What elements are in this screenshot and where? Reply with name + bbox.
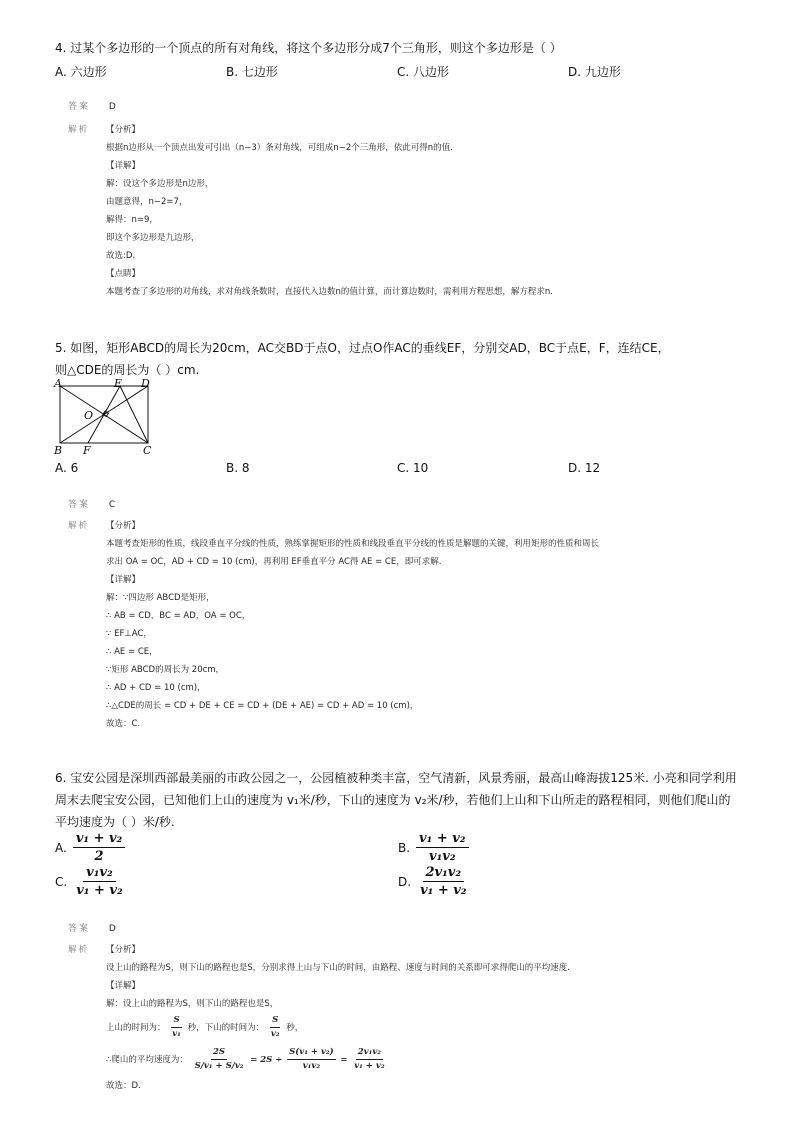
label-a: A (54, 378, 62, 390)
solution-line: 本题考查矩形的性质，线段垂直平分线的性质，熟练掌握矩形的性质和线段垂直平分线的性质是解题的关键，利用矩形的性质和周长 (106, 539, 600, 549)
option-c[interactable]: C. 八边形 (397, 65, 450, 79)
label-c: C (143, 444, 152, 456)
solution-line: 本题考查了多边形的对角线，求对角线条数时，直接代入边数n的值计算，而计算边数时，需利用方程思想，解方程求n. (106, 287, 553, 297)
option-b[interactable]: B. $\frac{\text{v₁ + v₂}}{\text{v₁v₂}}$ (398, 830, 469, 865)
rectangle-figure (52, 378, 162, 456)
fraction: $\frac{2S}{\text{S/v₁ + S/v₂}}$ (194, 1047, 244, 1071)
fraction: $\frac{\text{v₁ + v₂}}{\text{v₁v₂}}$ (416, 830, 468, 865)
question-4-stem: 4. 过某个多边形的一个顶点的所有对角线，将这个多边形分成7个三角形，则这个多边形是（ ） (55, 41, 562, 55)
fraction: $\frac{\text{v₁ + v₂}}{2}$ (73, 830, 125, 865)
question-5-answer (68, 497, 115, 510)
solution-line: ∴ AE = CE， (106, 647, 158, 657)
solution-line: 【分析】 (106, 945, 141, 955)
solution-line: 故选:D. (106, 251, 136, 261)
question-6-stem-line3: 平均速度为（ ）米/秒. (55, 815, 175, 829)
fraction: $\frac{\text{v₁v₂}}{\text{v₁ + v₂}}$ (76, 865, 123, 898)
fraction: $\frac{\text{S(v₁ + v₂)}}{\text{v₁v₂}}$ (289, 1047, 334, 1071)
solution-time-line: 上山的时间为： $\frac{S}{\text{v₁}}$ 秒，下山的时间为： $\frac{S}{\text{v₂}}$ 秒， (106, 1015, 304, 1039)
answer-value: D (108, 924, 116, 934)
question-5-options (55, 457, 755, 475)
analysis-label: 解析 (68, 945, 90, 955)
label-b: B (54, 444, 63, 456)
question-6-solution (68, 941, 570, 1095)
solution-line: 由题意得，n−2=7， (106, 197, 188, 207)
solution-line: 求出 OA = OC，AD + CD = 10 (cm)，再利用 EF垂直平分 AC得 AE = CE，即可求解. (106, 557, 442, 567)
answer-label: 答案 (68, 500, 91, 510)
solution-line: ∴△CDE的周长 = CD + DE + CE = CD + (DE + AE) = CD + AD = 10 (cm)， (106, 701, 419, 711)
solution-line: 【详解】 (106, 161, 141, 171)
label-e: E (114, 378, 123, 390)
label-o: O (84, 409, 94, 422)
solution-average-line: ∴爬山的平均速度为： $\frac{2S}{\text{S/v₁ + S/v₂}}$ = 2S ÷ $\frac{\text{S(v₁ + v₂)}}{\text{v₁v₂}}$ = $\frac{\text{2v₁v₂}}{\text{v₁ + v₂}}$ (106, 1047, 385, 1071)
fraction: $\frac{\text{2v₁v₂}}{\text{v₁ + v₂}}$ (354, 1047, 385, 1071)
option-b[interactable]: B. 七边形 (226, 65, 278, 79)
question-4-solution (68, 121, 553, 301)
option-b[interactable]: B. 8 (226, 461, 250, 475)
question-4-answer (68, 99, 116, 112)
question-6 (55, 767, 755, 833)
option-c[interactable]: C. 10 (397, 461, 429, 475)
solution-line: 【分析】 (106, 521, 141, 531)
question-4 (55, 37, 755, 80)
question-5-stem-line1: 5. 如图，矩形ABCD的周长为20cm，AC交BD于点O，过点O作AC的垂线EF，分别交AD，BC于点E，F，连结CE， (55, 341, 670, 355)
option-d[interactable]: D. 12 (568, 461, 601, 475)
answer-value: D (108, 102, 116, 112)
solution-line: 【分析】 (106, 125, 141, 135)
option-a[interactable]: A. 6 (55, 461, 79, 475)
fraction: $\frac{\text{2v₁v₂}}{\text{v₁ + v₂}}$ (420, 865, 467, 898)
solution-line: 【点睛】 (106, 269, 141, 279)
solution-line: ∵ EF⊥AC， (106, 629, 152, 639)
solution-line: 解：设这个多边形是n边形， (106, 179, 214, 189)
solution-line: 【详解】 (106, 575, 141, 585)
solution-line: ∴ AB = CD，BC = AD，OA = OC， (106, 611, 251, 621)
question-6-stem-line2: 周末去爬宝安公园，已知他们上山的速度为 v₁米/秒，下山的速度为 v₂米/秒，若他们上山和下山所走的路程相同，则他们爬山的 (55, 793, 731, 807)
label-d: D (141, 378, 150, 390)
question-5-stem-line2: 则△CDE的周长为（ ）cm. (55, 363, 200, 377)
solution-line: 解得：n=9， (106, 215, 158, 225)
answer-label: 答案 (68, 924, 91, 934)
option-a[interactable]: A. $\frac{\text{v₁ + v₂}}{2}$ (55, 830, 125, 865)
option-a[interactable]: A. 六边形 (55, 65, 107, 79)
analysis-label: 解析 (68, 125, 90, 135)
solution-line: 解：∵四边形 ABCD是矩形， (106, 593, 215, 603)
solution-line: 根据n边形从一个顶点出发可引出（n−3）条对角线，可组成n−2个三角形，依此可得n的值. (106, 143, 453, 153)
solution-line: 故选：D. (106, 1081, 141, 1091)
solution-line: 即这个多边形是九边形， (106, 233, 200, 243)
solution-line: ∴ AD + CD = 10 (cm)， (106, 683, 206, 693)
question-4-options (55, 63, 755, 80)
solution-line: ∵矩形 ABCD的周长为 20cm， (106, 665, 225, 675)
option-c[interactable]: C. $\frac{\text{v₁v₂}}{\text{v₁ + v₂}}$ (55, 864, 126, 899)
answer-label: 答案 (68, 102, 91, 112)
fraction: $\frac{S}{\text{v₂}}$ (270, 1015, 280, 1039)
analysis-label: 解析 (68, 521, 90, 531)
option-d[interactable]: D. $\frac{\text{2v₁v₂}}{\text{v₁ + v₂}}$ (398, 864, 470, 899)
question-5 (55, 337, 755, 381)
solution-line: 解：设上山的路程为S，则下山的路程也是S， (106, 999, 279, 1009)
solution-line: 设上山的路程为S，则下山的路程也是S，分别求得上山与下山的时间，由路程、速度与时间的关系即可求得爬山的平均速度. (106, 963, 570, 973)
option-d[interactable]: D. 九边形 (568, 65, 621, 79)
solution-line: 故选：C. (106, 719, 141, 729)
solution-line: 【详解】 (106, 981, 141, 991)
answer-value: C (108, 500, 116, 510)
question-5-solution (68, 517, 599, 733)
fraction: $\frac{S}{\text{v₁}}$ (172, 1015, 181, 1039)
question-6-stem-line1: 6. 宝安公园是深圳西部最美丽的市政公园之一，公园植被种类丰富，空气清新，风景秀丽，最高山峰海拔125米. 小亮和同学利用 (55, 771, 737, 785)
question-6-answer (68, 921, 116, 934)
label-f: F (83, 444, 91, 456)
